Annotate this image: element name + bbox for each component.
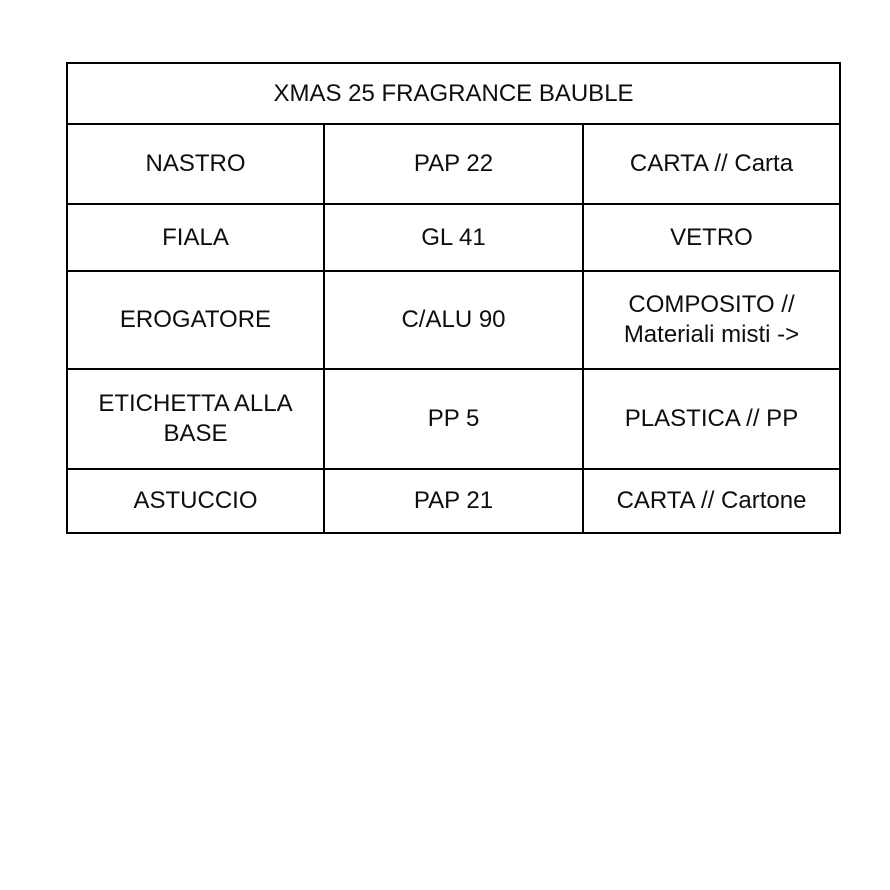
table-title: XMAS 25 FRAGRANCE BAUBLE xyxy=(67,63,840,124)
packaging-materials-table xyxy=(66,62,841,534)
cell-material: VETRO xyxy=(583,204,840,271)
cell-component: FIALA xyxy=(67,204,324,271)
cell-code: PAP 21 xyxy=(324,469,583,533)
cell-code: PP 5 xyxy=(324,369,583,469)
table-row xyxy=(67,271,840,369)
table-row xyxy=(67,369,840,469)
table-row xyxy=(67,204,840,271)
cell-material: CARTA // Carta xyxy=(583,124,840,204)
cell-material: CARTA // Cartone xyxy=(583,469,840,533)
cell-component: ASTUCCIO xyxy=(67,469,324,533)
cell-material: COMPOSITO // Materiali misti -> xyxy=(583,271,840,369)
table-row xyxy=(67,124,840,204)
cell-material: PLASTICA // PP xyxy=(583,369,840,469)
cell-component: ETICHETTA ALLA BASE xyxy=(67,369,324,469)
cell-code: GL 41 xyxy=(324,204,583,271)
cell-code: PAP 22 xyxy=(324,124,583,204)
cell-component: EROGATORE xyxy=(67,271,324,369)
table-header-row xyxy=(67,63,840,124)
cell-code: C/ALU 90 xyxy=(324,271,583,369)
table-row xyxy=(67,469,840,533)
cell-component: NASTRO xyxy=(67,124,324,204)
